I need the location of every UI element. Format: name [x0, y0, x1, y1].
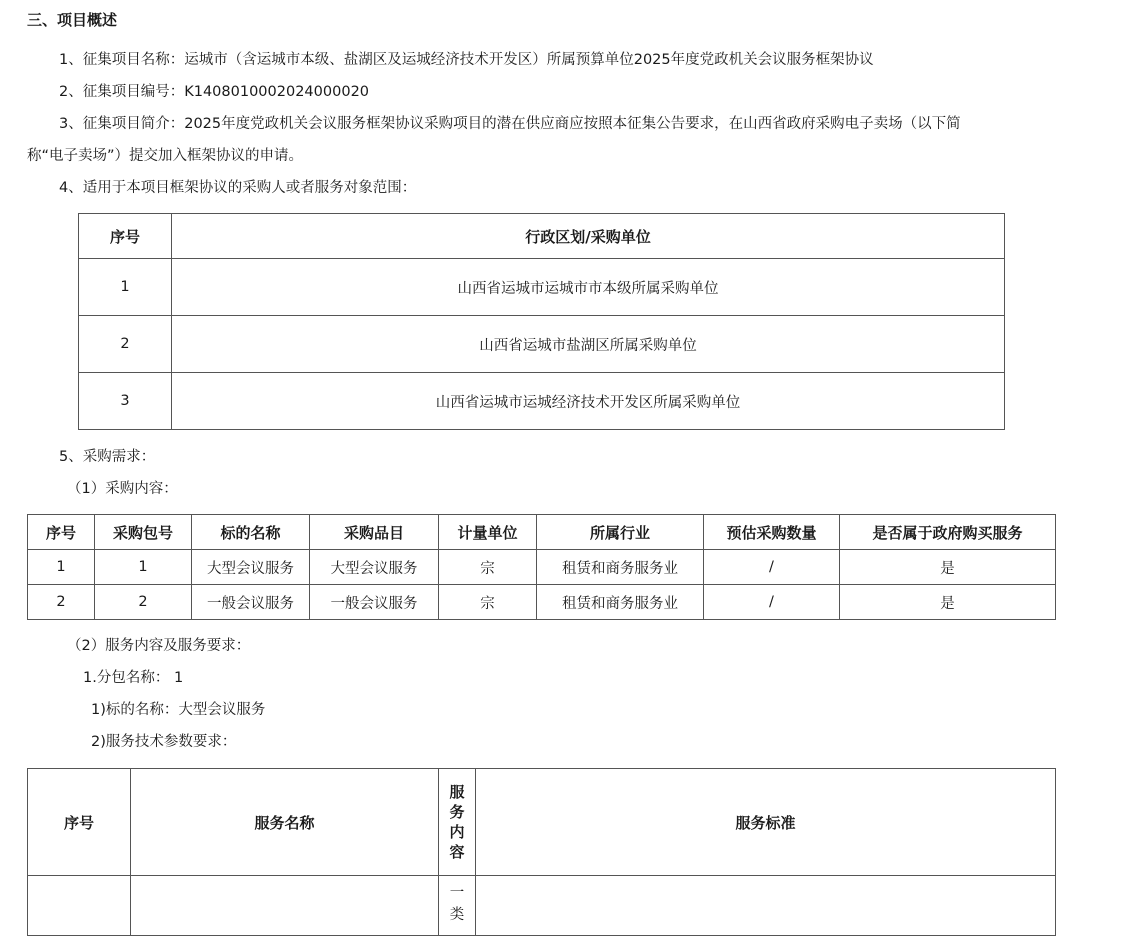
table-cell: 山西省运城市运城经济技术开发区所属采购单位 [172, 373, 1005, 430]
item-project-intro-line1: 3、征集项目简介：2025年度党政机关会议服务框架协议采购项目的潜在供应商应按照本征集公告要求，在山西省政府采购电子卖场（以下简 [59, 116, 961, 132]
table-header-row [28, 769, 1056, 876]
header-cell: 是否属于政府购买服务 [840, 515, 1056, 550]
table-cell: / [704, 550, 840, 585]
table-row [79, 316, 1005, 373]
header-cell: 序号 [28, 515, 95, 550]
table-header-row [79, 214, 1005, 259]
table-row [28, 585, 1056, 620]
table-cell: 1 [95, 550, 192, 585]
table-cell: 山西省运城市盐湖区所属采购单位 [172, 316, 1005, 373]
table-cell: 宗 [439, 550, 537, 585]
table-cell: 2 [28, 585, 95, 620]
bid-name: 1)标的名称：大型会议服务 [91, 702, 266, 718]
table-row [28, 550, 1056, 585]
item-project-intro-line2: 称“电子卖场”）提交加入框架协议的申请。 [27, 148, 304, 164]
item-project-name: 1、征集项目名称：运城市（含运城市本级、盐湖区及运城经济技术开发区）所属预算单位2025年度党政机关会议服务框架协议 [59, 52, 874, 68]
header-cell: 预估采购数量 [704, 515, 840, 550]
table-cell: 大型会议服务 [310, 550, 439, 585]
table-cell: 2 [95, 585, 192, 620]
header-cell: 标的名称 [192, 515, 310, 550]
sub-procurement-content: （1）采购内容： [67, 481, 178, 497]
table-cell: 是 [840, 550, 1056, 585]
table-cell: 2 [79, 316, 172, 373]
table-header-row [28, 515, 1056, 550]
header-cell: 行政区划/采购单位 [172, 214, 1005, 259]
table-cell: 山西省运城市运城市市本级所属采购单位 [172, 259, 1005, 316]
header-cell: 服务内容 [449, 783, 465, 861]
sub-service-content: （2）服务内容及服务要求： [67, 638, 251, 654]
table-cell [28, 876, 131, 936]
table-cell: 租赁和商务服务业 [537, 585, 704, 620]
item-requirements-title: 5、采购需求： [59, 449, 156, 465]
table-cell: 租赁和商务服务业 [537, 550, 704, 585]
header-cell: 序号 [28, 769, 131, 876]
partial-cell-text: 一类 [449, 885, 465, 923]
header-cell: 计量单位 [439, 515, 537, 550]
table-cell: 是 [840, 585, 1056, 620]
table-cell: 一般会议服务 [310, 585, 439, 620]
table-row [28, 876, 1056, 936]
header-cell: 服务标准 [476, 769, 1056, 876]
scope-table [78, 213, 1005, 430]
table-cell: 一般会议服务 [192, 585, 310, 620]
table-cell [131, 876, 439, 936]
table-cell: 大型会议服务 [192, 550, 310, 585]
table-row [79, 259, 1005, 316]
table-cell: 1 [28, 550, 95, 585]
table-cell [439, 876, 476, 936]
service-table [27, 768, 1056, 936]
procurement-table [27, 514, 1056, 620]
header-cell-vertical [439, 769, 476, 876]
table-cell: 宗 [439, 585, 537, 620]
table-cell: / [704, 585, 840, 620]
tech-requirements-title: 2)服务技术参数要求： [91, 734, 237, 750]
item-scope-title: 4、适用于本项目框架协议的采购人或者服务对象范围： [59, 180, 417, 196]
table-row [79, 373, 1005, 430]
header-cell: 采购包号 [95, 515, 192, 550]
section-title: 三、项目概述 [27, 11, 118, 29]
table-cell: 1 [79, 259, 172, 316]
table-cell [476, 876, 1056, 936]
header-cell: 序号 [79, 214, 172, 259]
header-cell: 采购品目 [310, 515, 439, 550]
package-name: 1.分包名称： 1 [83, 670, 184, 686]
header-cell: 所属行业 [537, 515, 704, 550]
header-cell: 服务名称 [131, 769, 439, 876]
item-project-number: 2、征集项目编号：K1408010002024000020 [59, 84, 370, 100]
table-cell: 3 [79, 373, 172, 430]
